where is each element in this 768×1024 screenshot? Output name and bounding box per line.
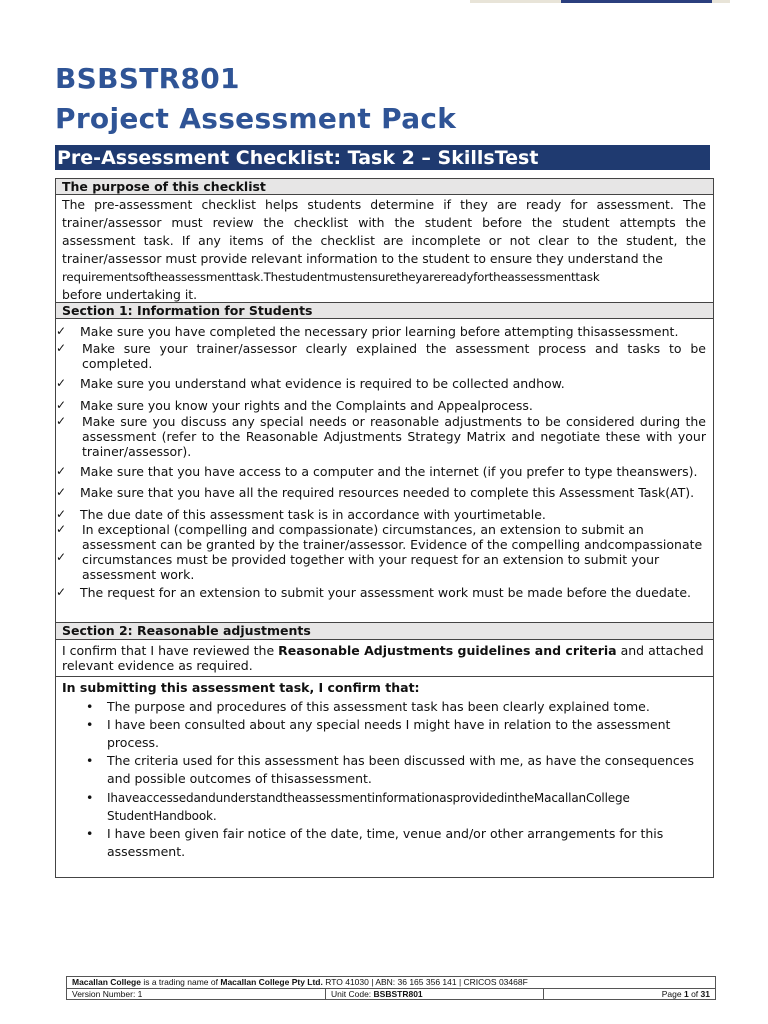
bullet-icon: •	[86, 753, 94, 768]
purpose-line-2: requirementsoftheassessmenttask.Thestudentmustensuretheyarereadyfortheassessmenttask	[62, 270, 600, 284]
footer-unit-code	[331, 989, 423, 1000]
footer-version: Version Number: 1	[72, 989, 143, 999]
reasonable-adjustments-statement	[62, 643, 710, 673]
check-icon: ✓	[56, 464, 67, 478]
document-title: Project Assessment Pack	[55, 102, 457, 135]
checklist-item-text: Make sure you know your rights and the Complaints and Appealprocess.	[80, 398, 533, 413]
section1-heading: Section 1: Information for Students	[55, 302, 714, 319]
check-icon: ✓	[56, 550, 67, 564]
check-icon: ✓	[56, 485, 67, 499]
footer-page-total: 31	[700, 989, 710, 999]
confirm-bullet-text: I have been given fair notice of the date, time, venue and/or other arrangements for this assessment.	[107, 826, 664, 859]
footer-registration: RTO 41030 | ABN: 36 165 356 141 | CRICOS 03468F	[322, 977, 528, 987]
checklist-item-text: The due date of this assessment task is in accordance with yourtimetable.	[80, 507, 546, 522]
footer-company-line	[66, 976, 716, 988]
checklist-item-text: Make sure you have completed the necessary prior learning before attempting thisassessment.	[80, 324, 679, 339]
check-icon: ✓	[56, 507, 67, 521]
statement-bold-text: Reasonable Adjustments guidelines and criteria	[278, 643, 617, 658]
purpose-heading: The purpose of this checklist	[55, 178, 714, 195]
footer-company: Macallan College Pty Ltd.	[220, 977, 323, 987]
checklist-item-text: In exceptional (compelling and compassionate) circumstances, an extension to submit an assessment can be granted by the trainer/assessor. Evidence of the compelling andcompassionate circumstances must be provided together with your request for an extension to submit your assessment work.	[82, 522, 703, 582]
purpose-text	[62, 196, 706, 304]
section2-heading: Section 2: Reasonable adjustments	[55, 622, 714, 640]
footer-divider	[543, 989, 544, 1000]
footer-unit-label: Unit Code:	[331, 989, 374, 999]
footer-page-label: Page	[661, 989, 684, 999]
footer-trading-text: is a trading name of	[140, 977, 221, 987]
bullet-icon: •	[86, 790, 94, 805]
check-icon: ✓	[56, 585, 67, 599]
check-icon: ✓	[56, 376, 67, 390]
confirm-bullet-text: IhaveaccessedandunderstandtheassessmentinformationasprovidedintheMacallanCollege StudentHandbook.	[107, 791, 630, 823]
footer-page-of: of	[688, 989, 701, 999]
check-icon: ✓	[56, 398, 67, 412]
checklist-banner: Pre-Assessment Checklist: Task 2 – SkillsTest	[55, 145, 710, 170]
unit-code-title: BSBSTR801	[55, 62, 240, 95]
check-icon: ✓	[56, 324, 67, 338]
confirm-bullet-text: I have been consulted about any special needs I might have in relation to the assessment process.	[107, 717, 671, 750]
footer-meta-line	[66, 988, 716, 1000]
checklist-item-text: Make sure you understand what evidence is required to be collected andhow.	[80, 376, 565, 391]
checklist-item-text: Make sure you discuss any special needs or reasonable adjustments to be considered during the assessment (refer to the Reasonable Adjustments Strategy Matrix and negotiate these with your trainer/assessor).	[82, 414, 706, 459]
footer-unit-value: BSBSTR801	[373, 989, 423, 999]
check-icon: ✓	[56, 341, 67, 355]
statement-text-start: I confirm that I have reviewed the	[62, 643, 279, 658]
checklist-item-text: Make sure your trainer/assessor clearly explained the assessment process and tasks to be completed.	[82, 341, 706, 371]
check-icon: ✓	[56, 522, 67, 536]
checklist-item-text: Make sure that you have access to a computer and the internet (if you prefer to type theanswers).	[80, 464, 698, 479]
bullet-icon: •	[86, 826, 94, 841]
footer-page-current: 1	[683, 989, 689, 999]
footer-page-number	[662, 989, 710, 1000]
bullet-icon: •	[86, 699, 94, 714]
statement-text-end: and attached relevant evidence as required.	[62, 643, 704, 673]
purpose-line-1: The pre-assessment checklist helps students determine if they are ready for assessment. The trainer/assessor must review the checklist with the student before the student attempts the assessment task. If any items of the checklist are incomplete or not clear to the student, the trainer/assessor must provide relevant information to the student to ensure they understand the	[62, 197, 706, 266]
bullet-icon: •	[86, 717, 94, 732]
check-icon: ✓	[56, 414, 67, 428]
top-decoration-bar	[470, 0, 730, 3]
checklist-item-text: The request for an extension to submit your assessment work must be made before the duedate.	[80, 585, 692, 600]
purpose-line-3: before undertaking it.	[62, 287, 198, 302]
footer-brand: Macallan College	[72, 977, 141, 987]
footer-divider	[325, 989, 326, 1000]
confirm-bullet-text: The criteria used for this assessment has been discussed with me, as have the consequences and possible outcomes of thisassessment.	[107, 753, 694, 786]
checklist-item-text: Make sure that you have all the required resources needed to complete this Assessment Task(AT).	[80, 485, 695, 500]
section2-divider	[55, 676, 714, 677]
confirm-heading: In submitting this assessment task, I confirm that:	[62, 680, 420, 695]
confirm-bullet-text: The purpose and procedures of this assessment task has been clearly explained tome.	[107, 699, 650, 714]
